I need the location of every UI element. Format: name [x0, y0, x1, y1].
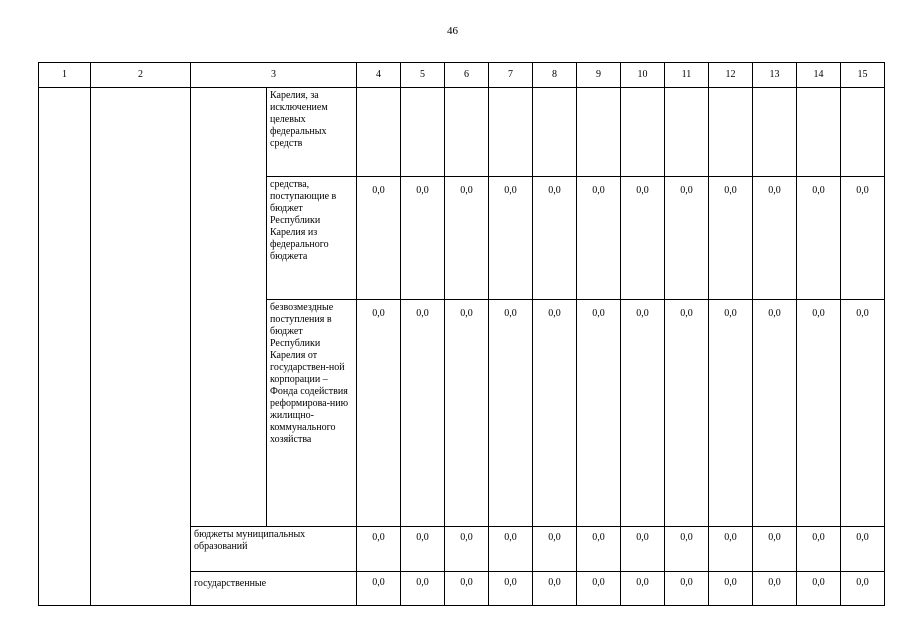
value-cell: 0,0: [665, 527, 709, 572]
value-cell: 0,0: [665, 300, 709, 527]
value-cell: 0,0: [621, 572, 665, 606]
header-cell: 14: [797, 63, 841, 88]
col2-merged-cell: [91, 88, 191, 606]
value-cell: 0,0: [753, 177, 797, 300]
row-label: безвозмездные поступления в бюджет Республики Карелия от государствен-ной корпорации – Фонда содействия реформирова-нию жилищно-коммунального хозяйства: [267, 300, 357, 527]
value-cell: [621, 88, 665, 177]
value-cell: 0,0: [753, 527, 797, 572]
value-cell: 0,0: [797, 527, 841, 572]
col1-merged-cell: [39, 88, 91, 606]
value-cell: 0,0: [753, 300, 797, 527]
row-label: Карелия, за исключением целевых федеральных средств: [267, 88, 357, 177]
value-cell: 0,0: [489, 527, 533, 572]
value-cell: [445, 88, 489, 177]
header-cell: 15: [841, 63, 885, 88]
value-cell: 0,0: [401, 572, 445, 606]
value-cell: 0,0: [533, 177, 577, 300]
value-cell: 0,0: [577, 572, 621, 606]
header-cell: 12: [709, 63, 753, 88]
value-cell: 0,0: [357, 300, 401, 527]
header-cell: 9: [577, 63, 621, 88]
value-cell: 0,0: [841, 177, 885, 300]
header-cell: 3: [191, 63, 357, 88]
value-cell: [841, 88, 885, 177]
row-label: бюджеты муниципальных образований: [191, 527, 357, 572]
value-cell: 0,0: [357, 572, 401, 606]
value-cell: 0,0: [797, 300, 841, 527]
header-cell: 10: [621, 63, 665, 88]
header-cell: 1: [39, 63, 91, 88]
value-cell: 0,0: [357, 177, 401, 300]
value-cell: 0,0: [665, 572, 709, 606]
value-cell: 0,0: [489, 572, 533, 606]
value-cell: 0,0: [621, 177, 665, 300]
value-cell: 0,0: [401, 177, 445, 300]
value-cell: 0,0: [709, 177, 753, 300]
value-cell: 0,0: [533, 300, 577, 527]
header-cell: 13: [753, 63, 797, 88]
value-cell: 0,0: [401, 527, 445, 572]
value-cell: 0,0: [841, 572, 885, 606]
col3-indent-cell: [191, 88, 267, 527]
value-cell: 0,0: [489, 177, 533, 300]
header-cell: 11: [665, 63, 709, 88]
value-cell: 0,0: [577, 300, 621, 527]
header-cell: 4: [357, 63, 401, 88]
value-cell: [357, 88, 401, 177]
value-cell: 0,0: [577, 177, 621, 300]
value-cell: [753, 88, 797, 177]
header-row: [39, 63, 885, 88]
header-cell: 6: [445, 63, 489, 88]
value-cell: [489, 88, 533, 177]
value-cell: 0,0: [709, 572, 753, 606]
value-cell: 0,0: [709, 527, 753, 572]
budget-table: [38, 62, 885, 606]
header-cell: 2: [91, 63, 191, 88]
value-cell: 0,0: [489, 300, 533, 527]
row-label: средства, поступающие в бюджет Республики Карелия из федерального бюджета: [267, 177, 357, 300]
value-cell: 0,0: [445, 527, 489, 572]
value-cell: 0,0: [753, 572, 797, 606]
value-cell: 0,0: [533, 572, 577, 606]
value-cell: 0,0: [401, 300, 445, 527]
value-cell: 0,0: [621, 300, 665, 527]
header-cell: 8: [533, 63, 577, 88]
value-cell: 0,0: [797, 572, 841, 606]
value-cell: [533, 88, 577, 177]
value-cell: [401, 88, 445, 177]
value-cell: 0,0: [841, 527, 885, 572]
value-cell: [577, 88, 621, 177]
value-cell: 0,0: [445, 177, 489, 300]
value-cell: 0,0: [577, 527, 621, 572]
value-cell: [709, 88, 753, 177]
value-cell: 0,0: [357, 527, 401, 572]
value-cell: 0,0: [533, 527, 577, 572]
value-cell: [665, 88, 709, 177]
table-row: [39, 88, 885, 177]
value-cell: [797, 88, 841, 177]
value-cell: 0,0: [797, 177, 841, 300]
row-label: государственные: [191, 572, 357, 606]
value-cell: 0,0: [841, 300, 885, 527]
page-number: 46: [447, 25, 458, 37]
value-cell: 0,0: [709, 300, 753, 527]
header-cell: 7: [489, 63, 533, 88]
value-cell: 0,0: [445, 572, 489, 606]
value-cell: 0,0: [621, 527, 665, 572]
value-cell: 0,0: [445, 300, 489, 527]
header-cell: 5: [401, 63, 445, 88]
value-cell: 0,0: [665, 177, 709, 300]
